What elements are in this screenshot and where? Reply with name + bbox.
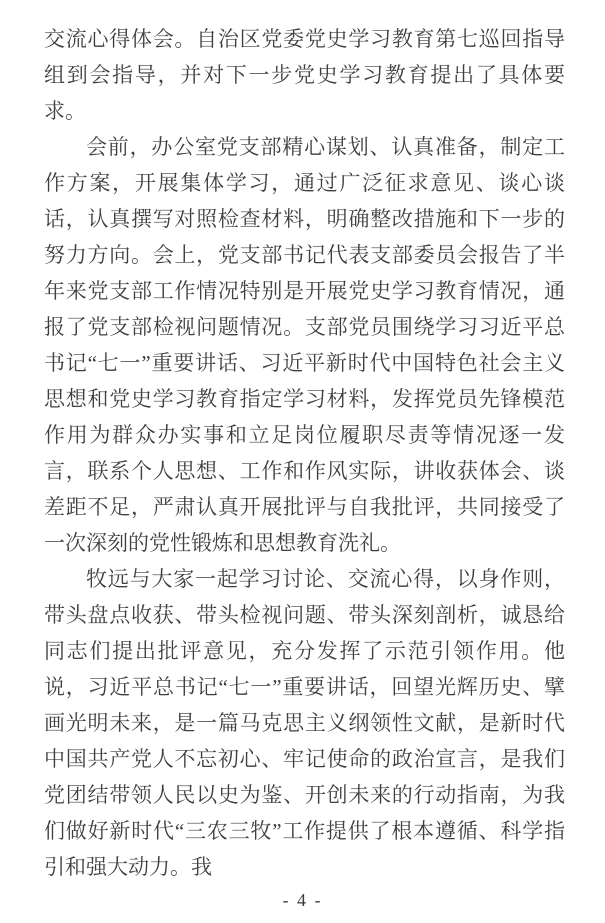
paragraph: 牧远与大家一起学习讨论、交流心得，以身作则，带头盘点收获、带头检视问题、带头深刻剖析，诚恳给同志们提出批评意见，充分发挥了示范引领作用。他说，习近平总书记“七一”重要讲话，回望光辉历史、擘画光明未来，是一篇马克思主义纲领性文献，是新时代中国共产党人不忘初心、牢记使命的政治宣言，是我们党团结带领人民以史为鉴、开创未来的行动指南，为我们做好新时代“三农三牧”工作提供了根本遵循、科学指引和强大动力。我 <box>44 567 565 879</box>
paragraph: 交流心得体会。自治区党委党史学习教育第七巡回指导组到会指导，并对下一步党史学习教育提出了具体要求。 <box>44 27 565 123</box>
page-number: - 4 - <box>282 890 323 910</box>
paragraph: 会前，办公室党支部精心谋划、认真准备，制定工作方案，开展集体学习，通过广泛征求意见、谈心谈话，认真撰写对照检查材料，明确整改措施和下一步的努力方向。会上，党支部书记代表支部委员会报告了半年来党支部工作情况特别是开展党史学习教育情况，通报了党支部检视问题情况。支部党员围绕学习习近平总书记“七一”重要讲话、习近平新时代中国特色社会主义思想和党史学习教育指定学习材料，发挥党员先锋模范作用为群众办实事和立足岗位履职尽责等情况逐一发言，联系个人思想、工作和作风实际，讲收获体会、谈差距不足，严肃认真开展批评与自我批评，共同接受了一次深刻的党性锻炼和思想教育洗礼。 <box>44 135 565 555</box>
